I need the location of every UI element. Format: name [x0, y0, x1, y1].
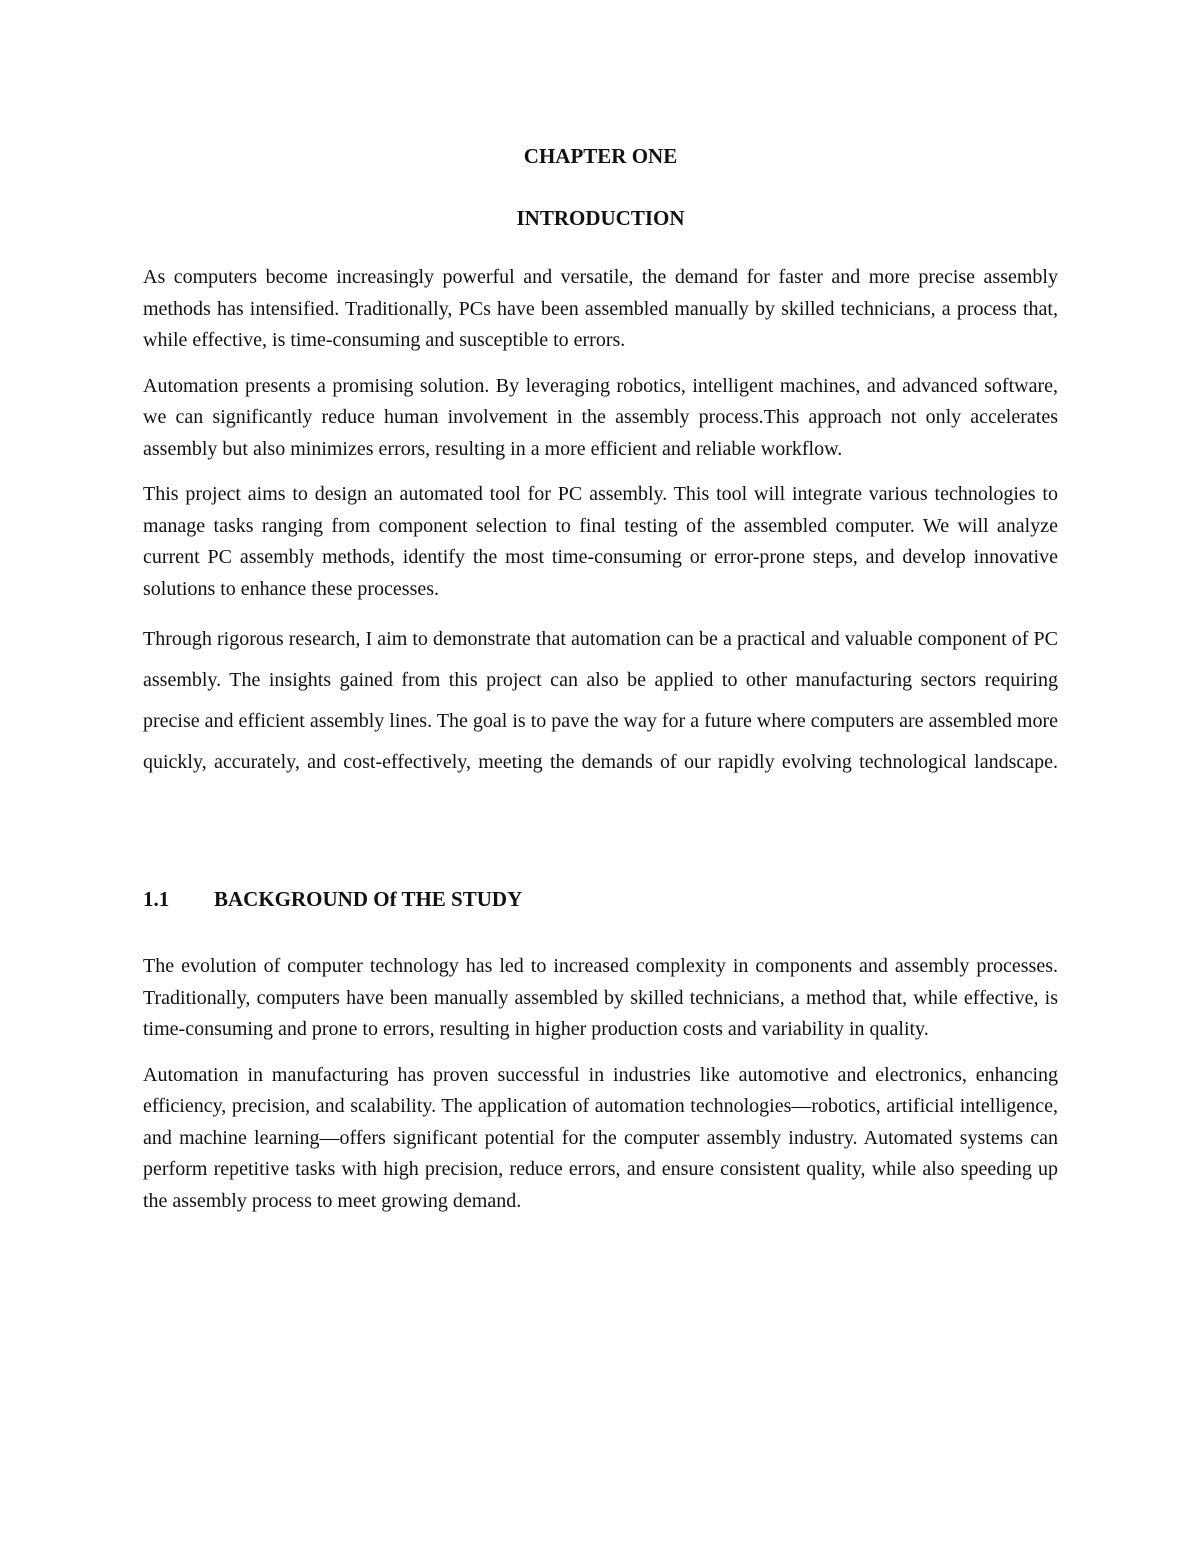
intro-paragraph-2: Automation presents a promising solution. By leveraging robotics, intelligent machines, and advanced software, we can significantly reduce human involvement in the assembly process.This approach not only accelerates assembly but also minimizes errors, resulting in a more efficient and reliable workflow. — [143, 374, 1058, 460]
intro-paragraph-3: This project aims to design an automated tool for PC assembly. This tool will integrate various technologies to manage tasks ranging from component selection to final testing of the assembled computer. We will analyze current PC assembly methods, identify the most time-consuming or error-prone steps, and develop innovative solutions to enhance these processes. — [143, 483, 1058, 600]
chapter-label: CHAPTER ONE — [523, 144, 678, 168]
background-paragraph-2: Automation in manufacturing has proven successful in industries like automotive and electronics, enhancing efficiency, precision, and scalability. The application of automation technologies—robotics, artificial intelligence, and machine learning—offers significant potential for the computer assembly industry. Automated systems can perform repetitive tasks with high precision, reduce errors, and ensure consistent quality, while also speeding up the assembly process to meet growing demand. — [143, 1063, 1058, 1212]
section-title: BACKGROUND Of THE STUDY — [214, 887, 523, 911]
section-heading — [143, 883, 1058, 915]
background-paragraph-1: The evolution of computer technology has led to increased complexity in components and assembly processes. Traditionally, computers have been manually assembled by skilled technicians, a method that, while effective, is time-consuming and prone to errors, resulting in higher production costs and variability in quality. — [143, 955, 1058, 1040]
document-content — [143, 140, 1058, 1217]
section-number: 1.1 — [143, 887, 170, 911]
chapter-title: INTRODUCTION — [516, 206, 685, 230]
intro-paragraph-1: As computers become increasingly powerful and versatile, the demand for faster and more precise assembly methods has intensified. Traditionally, PCs have been assembled manually by skilled technicians, a process that, while effective, is time-consuming and susceptible to errors. — [143, 266, 1058, 351]
intro-paragraph-4: Through rigorous research, I aim to demonstrate that automation can be a practical and valuable component of PC assembly. The insights gained from this project can also be applied to other manufacturing sectors requiring precise and efficient assembly lines. The goal is to pave the way for a future where computers are assembled more quickly, accurately, and cost-effectively, meeting the demands of our rapidly evolving technological landscape. — [143, 628, 1058, 773]
